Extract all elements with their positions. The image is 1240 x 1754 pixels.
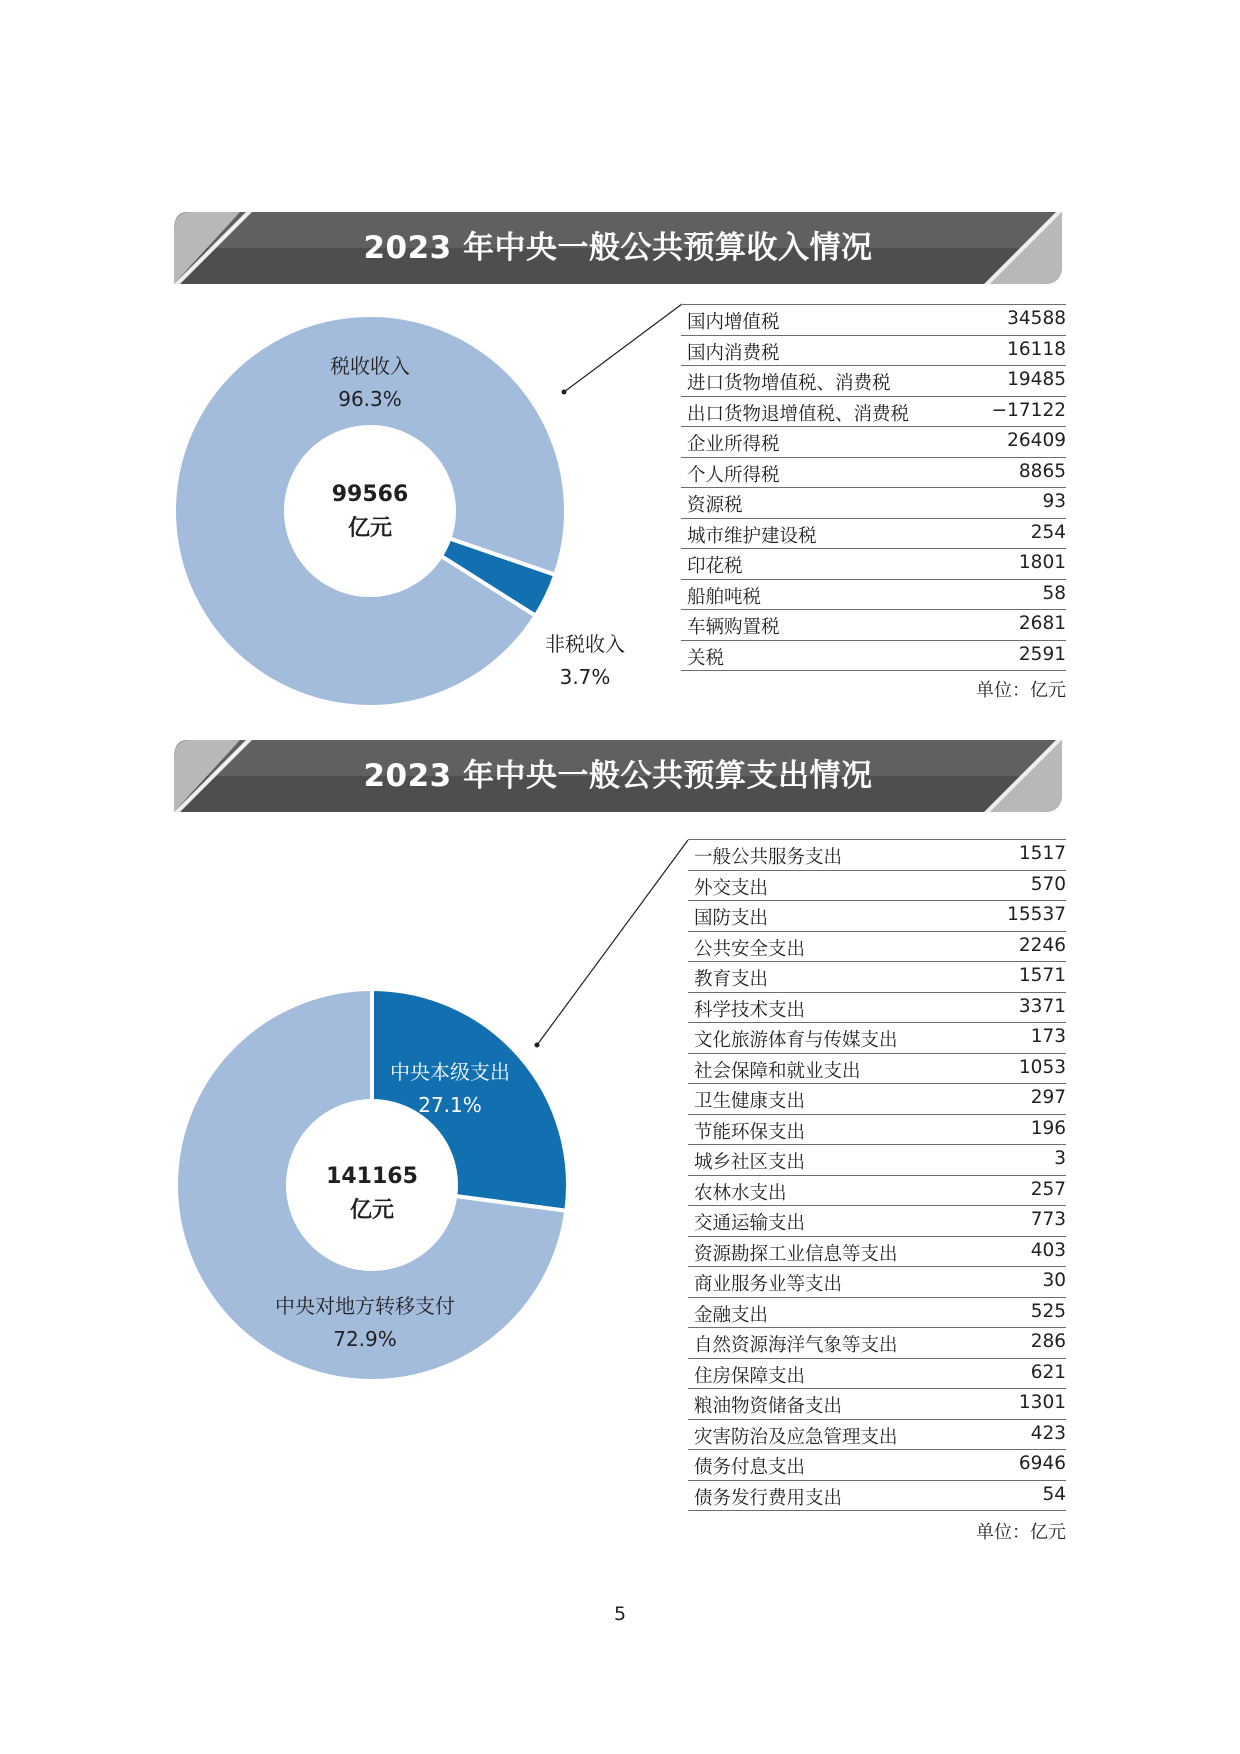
expenditure-table-row [688, 1023, 1066, 1054]
expenditure-item-value: 1517 [1018, 843, 1066, 864]
revenue-total-value: 99566 [331, 482, 409, 507]
expenditure-item-name: 债务发行费用支出 [694, 1487, 843, 1509]
revenue-item-name: 印花税 [687, 556, 743, 577]
expenditure-table-row [688, 1115, 1066, 1146]
expenditure-item-name: 公共安全支出 [694, 938, 806, 960]
revenue-item-value: 58 [1042, 582, 1066, 604]
expenditure-table-row [688, 1267, 1066, 1298]
revenue-table-row [681, 519, 1066, 550]
revenue-tax-percent: 96.3% [338, 387, 402, 411]
expenditure-item-name: 社会保障和就业支出 [694, 1060, 861, 1082]
expenditure-item-name: 商业服务业等支出 [694, 1274, 843, 1295]
expenditure-item-value: 257 [1030, 1178, 1066, 1200]
revenue-table-row [681, 336, 1066, 367]
revenue-total-unit: 亿元 [347, 516, 392, 541]
expenditure-center-label [302, 1160, 442, 1228]
expenditure-table-row [688, 1084, 1066, 1115]
expenditure-item-value: 1571 [1018, 965, 1066, 986]
revenue-table-row [681, 610, 1066, 641]
expenditure-table-row [688, 1176, 1066, 1207]
expenditure-central-percent: 27.1% [418, 1093, 482, 1117]
page-number: 5 [613, 1603, 627, 1625]
expenditure-table-row [688, 1298, 1066, 1329]
revenue-item-value: 19485 [1007, 369, 1066, 390]
expenditure-item-name: 灾害防治及应急管理支出 [694, 1426, 898, 1448]
revenue-item-name: 国内消费税 [687, 342, 780, 364]
expenditure-central-name: 中央本级支出 [390, 1060, 510, 1084]
revenue-table-row [681, 458, 1066, 489]
expenditure-title: 2023 年中央一般公共预算支出情况 [363, 758, 873, 794]
expenditure-item-name: 粮油物资储备支出 [694, 1396, 843, 1417]
expenditure-item-name: 住房保障支出 [694, 1365, 806, 1387]
expenditure-item-name: 资源勘探工业信息等支出 [694, 1243, 898, 1265]
expenditure-table-row [688, 1206, 1066, 1237]
expenditure-central-label [375, 1056, 525, 1122]
expenditure-table-row [688, 1450, 1066, 1481]
expenditure-table-row [688, 993, 1066, 1024]
expenditure-table-row [688, 871, 1066, 902]
expenditure-item-name: 金融支出 [694, 1304, 769, 1326]
expenditure-item-value: 3 [1054, 1148, 1066, 1169]
expenditure-item-value: 403 [1030, 1239, 1066, 1261]
expenditure-item-name: 自然资源海洋气象等支出 [694, 1335, 898, 1356]
expenditure-table-row [688, 1420, 1066, 1451]
expenditure-banner [168, 740, 1068, 812]
revenue-table-row [681, 427, 1066, 458]
revenue-table-row [681, 580, 1066, 611]
expenditure-item-value: 1053 [1018, 1056, 1066, 1078]
expenditure-item-name: 国防支出 [694, 908, 769, 929]
revenue-item-value: 2681 [1018, 613, 1066, 634]
expenditure-item-value: 54 [1042, 1483, 1066, 1505]
revenue-table-row [681, 366, 1066, 397]
expenditure-item-name: 债务付息支出 [694, 1457, 806, 1478]
revenue-item-value: 254 [1030, 521, 1066, 543]
expenditure-item-name: 农林水支出 [694, 1182, 787, 1204]
expenditure-item-value: 6946 [1018, 1453, 1066, 1474]
revenue-item-name: 国内增值税 [687, 312, 780, 333]
expenditure-table-row [688, 932, 1066, 963]
revenue-item-name: 个人所得税 [687, 464, 780, 486]
expenditure-item-value: 1301 [1018, 1392, 1066, 1413]
expenditure-item-name: 城乡社区支出 [694, 1152, 806, 1173]
expenditure-item-value: 3371 [1018, 995, 1066, 1017]
expenditure-table-row [688, 1481, 1066, 1512]
revenue-item-value: 16118 [1007, 338, 1066, 360]
revenue-nontax-name: 非税收入 [545, 632, 625, 656]
revenue-item-name: 进口货物增值税、消费税 [687, 373, 891, 394]
expenditure-item-value: 297 [1030, 1087, 1066, 1108]
expenditure-item-name: 卫生健康支出 [694, 1091, 806, 1112]
revenue-unit-note: 单位：亿元 [976, 680, 1066, 701]
expenditure-item-value: 2246 [1018, 934, 1066, 956]
revenue-leader-line [564, 304, 682, 392]
revenue-item-name: 关税 [687, 647, 725, 669]
revenue-nontax-label [525, 628, 645, 694]
expenditure-item-value: 525 [1030, 1300, 1066, 1322]
revenue-item-name: 出口货物退增值税、消费税 [687, 403, 910, 425]
expenditure-item-value: 196 [1030, 1117, 1066, 1139]
revenue-table [681, 304, 1066, 671]
expenditure-table-row [688, 901, 1066, 932]
revenue-item-value: −17122 [991, 399, 1066, 421]
revenue-banner [168, 212, 1068, 284]
expenditure-total-unit: 亿元 [349, 1198, 394, 1223]
expenditure-table-row [688, 962, 1066, 993]
expenditure-item-value: 423 [1030, 1422, 1066, 1444]
revenue-item-value: 34588 [1007, 308, 1066, 329]
revenue-table-row [681, 641, 1066, 672]
expenditure-table-row [688, 1145, 1066, 1176]
expenditure-transfer-label [255, 1290, 475, 1356]
expenditure-table-row [688, 1054, 1066, 1085]
revenue-table-row [681, 305, 1066, 336]
revenue-item-value: 1801 [1018, 552, 1066, 573]
expenditure-item-value: 173 [1030, 1026, 1066, 1047]
expenditure-item-name: 外交支出 [694, 877, 769, 899]
expenditure-unit-note: 单位：亿元 [976, 1522, 1066, 1543]
revenue-table-row [681, 488, 1066, 519]
revenue-table-row [681, 397, 1066, 428]
revenue-tax-name: 税收收入 [330, 354, 410, 378]
expenditure-table-row [688, 840, 1066, 871]
revenue-item-name: 资源税 [687, 495, 743, 516]
expenditure-item-value: 773 [1030, 1209, 1066, 1230]
expenditure-table-row [688, 1237, 1066, 1268]
revenue-table-row [681, 549, 1066, 580]
revenue-item-value: 8865 [1018, 460, 1066, 482]
expenditure-item-name: 一般公共服务支出 [694, 847, 843, 868]
revenue-item-name: 城市维护建设税 [687, 525, 817, 547]
expenditure-transfer-percent: 72.9% [333, 1327, 397, 1351]
expenditure-item-name: 教育支出 [694, 969, 769, 990]
expenditure-item-value: 621 [1030, 1361, 1066, 1383]
expenditure-total-value: 141165 [326, 1164, 418, 1189]
revenue-nontax-percent: 3.7% [559, 665, 611, 689]
expenditure-table [688, 839, 1066, 1511]
expenditure-transfer-name: 中央对地方转移支付 [275, 1294, 455, 1318]
expenditure-item-name: 节能环保支出 [694, 1121, 806, 1143]
expenditure-item-name: 交通运输支出 [694, 1213, 806, 1234]
expenditure-item-name: 文化旅游体育与传媒支出 [694, 1030, 898, 1051]
expenditure-table-row [688, 1389, 1066, 1420]
expenditure-item-name: 科学技术支出 [694, 999, 806, 1021]
expenditure-item-value: 30 [1042, 1270, 1066, 1291]
expenditure-table-row [688, 1359, 1066, 1390]
revenue-item-name: 船舶吨税 [687, 586, 762, 608]
revenue-center-label [300, 478, 440, 546]
expenditure-table-row [688, 1328, 1066, 1359]
revenue-title: 2023 年中央一般公共预算收入情况 [363, 230, 873, 266]
expenditure-item-value: 286 [1030, 1331, 1066, 1352]
revenue-item-name: 车辆购置税 [687, 617, 780, 638]
expenditure-item-value: 15537 [1007, 904, 1066, 925]
revenue-tax-label [290, 350, 450, 416]
revenue-item-value: 2591 [1018, 643, 1066, 665]
revenue-item-name: 企业所得税 [687, 434, 780, 455]
revenue-item-value: 93 [1042, 491, 1066, 512]
expenditure-item-value: 570 [1030, 873, 1066, 895]
revenue-item-value: 26409 [1007, 430, 1066, 451]
